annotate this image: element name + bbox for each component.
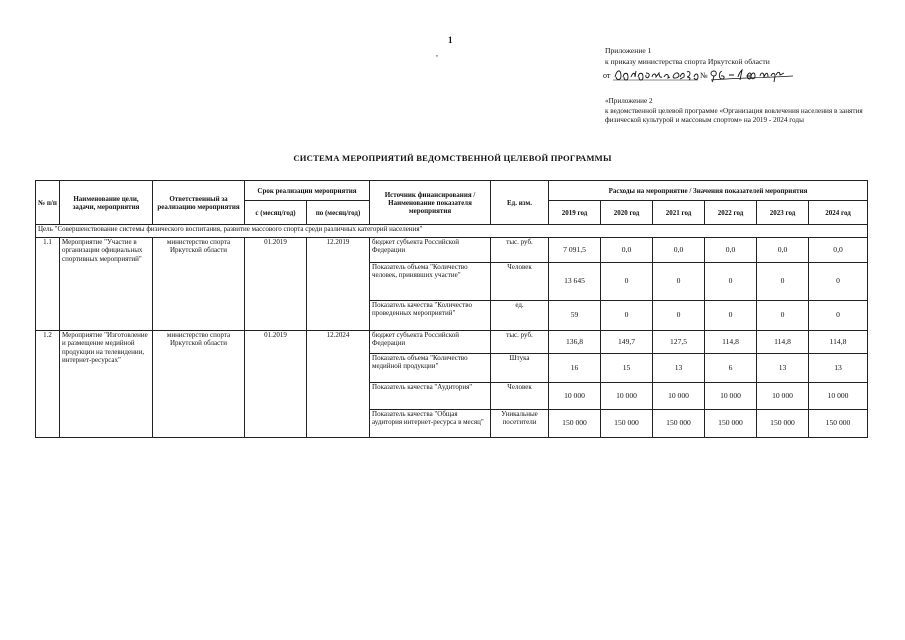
value-cell: 13 xyxy=(809,354,868,383)
value-cell: 13 xyxy=(653,354,705,383)
value-cell: 0 xyxy=(757,263,809,301)
svg-text:№: № xyxy=(700,71,708,80)
row-unit: Человек xyxy=(491,383,549,410)
header-responsible: Ответственный за реализацию мероприятия xyxy=(153,181,245,225)
row-unit: ед. xyxy=(491,301,549,331)
value-cell: 0 xyxy=(601,263,653,301)
measure-responsible: министерство спорта Иркутской области xyxy=(153,238,245,331)
value-cell: 15 xyxy=(601,354,653,383)
row-source: Показатель качества "Количество проведенных мероприятий" xyxy=(370,301,491,331)
value-cell: 0 xyxy=(757,301,809,331)
value-cell: 59 xyxy=(549,301,601,331)
header-term: Срок реализации мероприятия xyxy=(245,181,370,201)
value-cell: 0 xyxy=(705,263,757,301)
header-from: с (месяц/год) xyxy=(245,201,307,225)
value-cell: 0 xyxy=(601,301,653,331)
measure-from: 01.2019 xyxy=(245,238,307,331)
header-unit: Ед. изм. xyxy=(491,181,549,225)
value-cell: 136,8 xyxy=(549,331,601,354)
value-cell: 10 000 xyxy=(705,383,757,410)
measure-name: Мероприятие "Изготовление и размещение медийной продукции на телевидении, интернет-ресурсах" xyxy=(60,331,153,438)
handwriting-signature xyxy=(601,65,801,85)
value-cell: 150 000 xyxy=(705,410,757,438)
row-unit: тыс. руб. xyxy=(491,238,549,263)
value-cell: 7 091,5 xyxy=(549,238,601,263)
value-cell: 114,8 xyxy=(809,331,868,354)
value-cell: 150 000 xyxy=(549,410,601,438)
value-cell: 149,7 xyxy=(601,331,653,354)
header-2024: 2024 год xyxy=(809,201,868,225)
value-cell: 0,0 xyxy=(757,238,809,263)
measure-num: 1.1 xyxy=(36,238,60,331)
measure-from: 01.2019 xyxy=(245,331,307,438)
value-cell: 150 000 xyxy=(653,410,705,438)
annex-1-order-ref: к приказу министерства спорта Иркутской области xyxy=(605,56,770,66)
value-cell: 13 xyxy=(757,354,809,383)
header-num: № п/п xyxy=(36,181,60,225)
row-unit: Человек xyxy=(491,263,549,301)
value-cell: 10 000 xyxy=(809,383,868,410)
header-expenses: Расходы на мероприятие / Значения показателей мероприятия xyxy=(549,181,868,201)
header-2023: 2023 год xyxy=(757,201,809,225)
measures-table xyxy=(35,180,868,438)
header-2022: 2022 год xyxy=(705,201,757,225)
handwritten-order-date-number xyxy=(605,67,770,83)
svg-text:от: от xyxy=(603,71,611,80)
header-2021: 2021 год xyxy=(653,201,705,225)
header-2019: 2019 год xyxy=(549,201,601,225)
goal-text: Цель "Совершенствование системы физического воспитания, развитие массового спорта среди различных категорий населения" xyxy=(36,225,868,238)
value-cell: 13 645 xyxy=(549,263,601,301)
scan-mark: , xyxy=(436,49,438,58)
goal-row xyxy=(36,225,868,238)
row-source: Показатель объема "Количество медийной продукции" xyxy=(370,354,491,383)
value-cell: 114,8 xyxy=(757,331,809,354)
measure-responsible: министерство спорта Иркутской области xyxy=(153,331,245,438)
annex-2-block xyxy=(605,97,885,126)
annex-1-block xyxy=(605,46,770,83)
measure-to: 12.2019 xyxy=(307,238,370,331)
value-cell: 6 xyxy=(705,354,757,383)
row-unit: Уникальные посетители xyxy=(491,410,549,438)
table-row xyxy=(36,331,868,354)
value-cell: 0,0 xyxy=(809,238,868,263)
row-unit: Штука xyxy=(491,354,549,383)
header-row-1 xyxy=(36,181,868,201)
measure-num: 1.2 xyxy=(36,331,60,438)
value-cell: 0 xyxy=(653,263,705,301)
value-cell: 150 000 xyxy=(757,410,809,438)
value-cell: 0 xyxy=(705,301,757,331)
document-title: СИСТЕМА МЕРОПРИЯТИЙ ВЕДОМСТВЕННОЙ ЦЕЛЕВОЙ ПРОГРАММЫ xyxy=(293,153,612,163)
row-source: бюджет субъекта Российской Федерации xyxy=(370,331,491,354)
value-cell: 16 xyxy=(549,354,601,383)
value-cell: 0,0 xyxy=(601,238,653,263)
value-cell: 150 000 xyxy=(809,410,868,438)
value-cell: 114,8 xyxy=(705,331,757,354)
row-source: Показатель качества "Аудитория" xyxy=(370,383,491,410)
value-cell: 10 000 xyxy=(601,383,653,410)
value-cell: 0,0 xyxy=(705,238,757,263)
row-source: Показатель качества "Общая аудитория интернет-ресурса в месяц" xyxy=(370,410,491,438)
header-to: по (месяц/год) xyxy=(307,201,370,225)
header-name: Наименование цели, задачи, мероприятия xyxy=(60,181,153,225)
value-cell: 0 xyxy=(809,301,868,331)
value-cell: 150 000 xyxy=(601,410,653,438)
row-unit: тыс. руб. xyxy=(491,331,549,354)
row-source: бюджет субъекта Российской Федерации xyxy=(370,238,491,263)
value-cell: 0 xyxy=(809,263,868,301)
measure-to: 12.2024 xyxy=(307,331,370,438)
value-cell: 127,5 xyxy=(653,331,705,354)
annex-2-title: «Приложение 2 xyxy=(605,97,653,105)
annex-1-title: Приложение 1 xyxy=(605,46,652,55)
value-cell: 0,0 xyxy=(653,238,705,263)
value-cell: 10 000 xyxy=(653,383,705,410)
value-cell: 0 xyxy=(653,301,705,331)
annex-2-program-ref: к ведомственной целевой программе «Организация вовлечения населения в занятия физической культурой и массовым спортом» на 2019 - 2024 годы xyxy=(605,106,863,125)
row-source: Показатель объема "Количество человек, принявших участие" xyxy=(370,263,491,301)
value-cell: 10 000 xyxy=(549,383,601,410)
header-source: Источник финансирования / Наименование показателя мероприятия xyxy=(370,181,491,225)
page-number: 1 xyxy=(448,35,453,45)
value-cell: 10 000 xyxy=(757,383,809,410)
header-2020: 2020 год xyxy=(601,201,653,225)
table-row xyxy=(36,238,868,263)
measure-name: Мероприятие "Участие в организации официальных спортивных мероприятий" xyxy=(60,238,153,331)
